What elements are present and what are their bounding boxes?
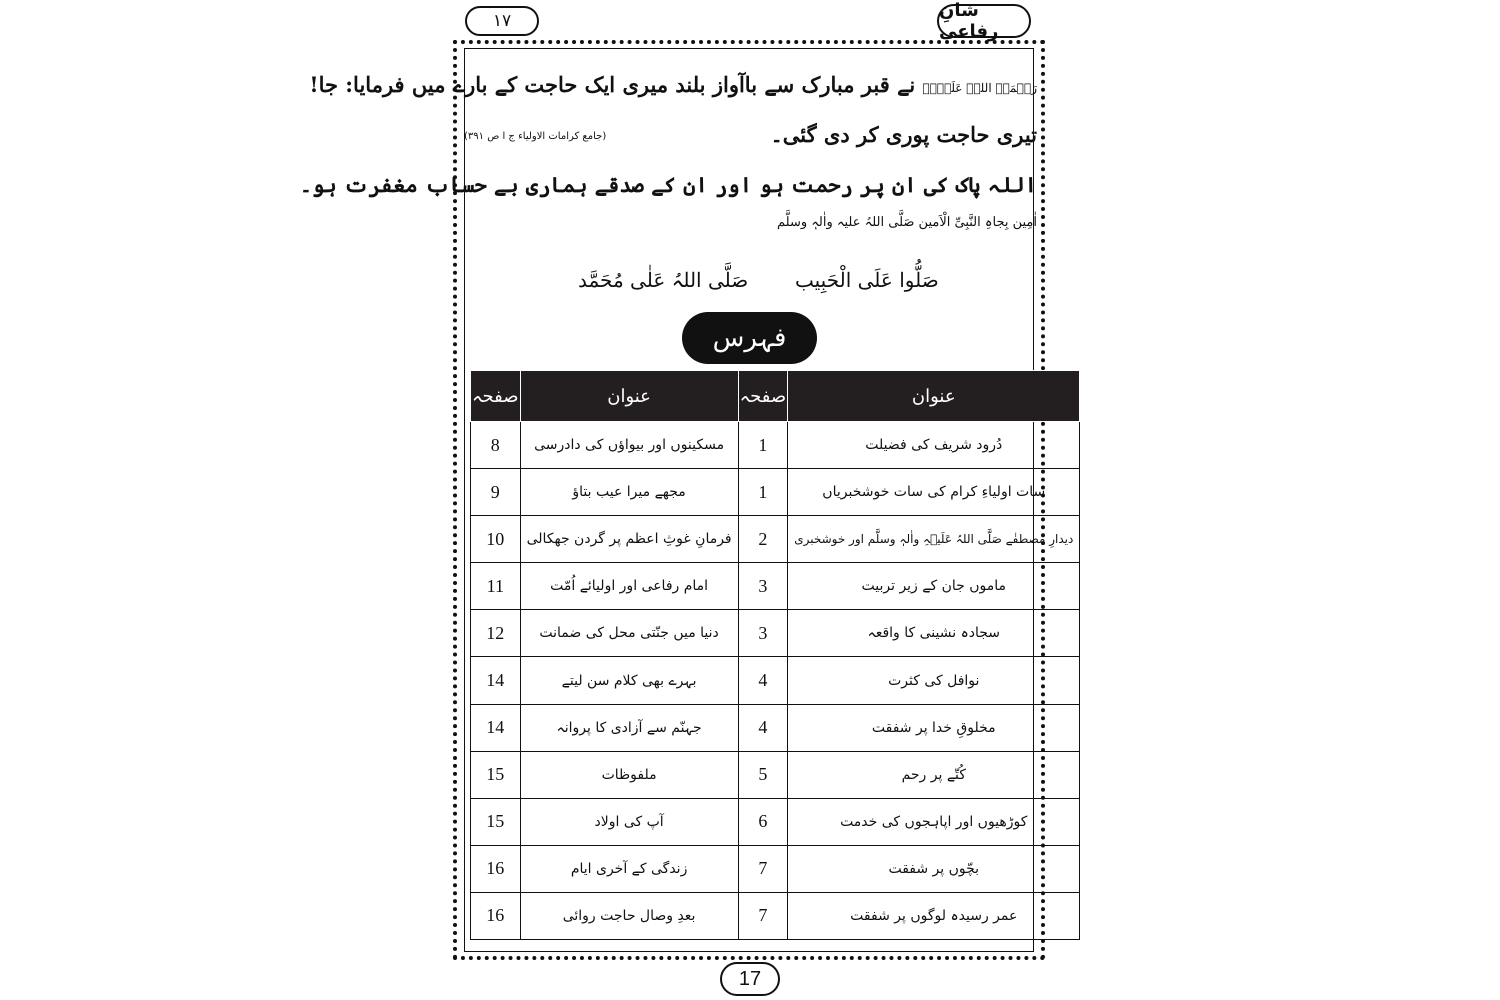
- entry-title: دنیا میں جنّتی محل کی ضمانت: [520, 610, 738, 657]
- index-header-row: [471, 371, 1080, 422]
- entry-title: کُتّے پر رحم: [788, 751, 1080, 798]
- body-line-2: تیری حاجت پوری کر دی گئی۔: [770, 122, 1037, 147]
- body-line-1-text: نے قبر مبارک سے باآواز بلند میری ایک حاجت کے بارے میں فرمایا: جا!: [309, 72, 916, 97]
- entry-title: دُرود شریف کی فضیلت: [788, 422, 1080, 469]
- blessing-right: صَلُّوا عَلَی الْحَبِیب: [795, 268, 939, 292]
- entry-title: جہنّم سے آزادی کا پروانہ: [520, 704, 738, 751]
- entry-page: 8: [471, 422, 521, 469]
- entry-title: زندگی کے آخری ایام: [520, 845, 738, 892]
- table-row: [471, 422, 1080, 469]
- entry-title: مجھے میرا عیب بتاؤ: [520, 469, 738, 516]
- entry-title: فرمانِ غوثِ اعظم پر گردن جھکالی: [520, 516, 738, 563]
- entry-page: 10: [471, 516, 521, 563]
- entry-page: 9: [471, 469, 521, 516]
- reference-citation: (جامع کرامات الاولیاء ج ا ص ۳۹۱): [464, 131, 607, 142]
- table-row: [471, 892, 1080, 939]
- entry-page: 1: [738, 469, 788, 516]
- entry-page: 15: [471, 751, 521, 798]
- table-row: [471, 563, 1080, 610]
- entry-page: 16: [471, 892, 521, 939]
- entry-page: 11: [471, 563, 521, 610]
- entry-page: 12: [471, 610, 521, 657]
- entry-title: سجادہ نشینی کا واقعہ: [788, 610, 1080, 657]
- entry-page: 15: [471, 798, 521, 845]
- honorific: رَحۡمَۃُ اللہِ عَلَیۡہِ: [922, 81, 1037, 95]
- entry-title: بہرے بھی کلام سن لیتے: [520, 657, 738, 704]
- entry-page: 6: [738, 798, 788, 845]
- entry-title: مخلوقِ خدا پر شفقت: [788, 704, 1080, 751]
- entry-page: 16: [471, 845, 521, 892]
- entry-page: 4: [738, 657, 788, 704]
- entry-page: 14: [471, 704, 521, 751]
- entry-page: 7: [738, 892, 788, 939]
- col-page-header: صفحہ: [738, 371, 788, 422]
- table-row: [471, 469, 1080, 516]
- entry-title: ماموں جان کے زیر تربیت: [788, 563, 1080, 610]
- table-row: [471, 845, 1080, 892]
- table-row: [471, 516, 1080, 563]
- header-page-number: ١٧: [465, 6, 539, 36]
- col-title-header: عنوان: [520, 371, 738, 422]
- entry-title: ملفوظات: [520, 751, 738, 798]
- table-row: [471, 751, 1080, 798]
- entry-title: دیدارِ مصطفٰے صَلَّی اللہُ عَلَیۡہِ واٰلہٖ وسلَّم اور خوشخبری: [788, 516, 1080, 563]
- body-line-3: اللہ پاک کی ان پر رحمت ہو اور ان کے صدقے ہماری بے حساب مغفرت ہو۔: [299, 172, 1037, 197]
- entry-page: 3: [738, 610, 788, 657]
- entry-title: آپ کی اولاد: [520, 798, 738, 845]
- col-page-header: صفحہ: [471, 371, 521, 422]
- table-row: [471, 657, 1080, 704]
- entry-page: 7: [738, 845, 788, 892]
- entry-page: 3: [738, 563, 788, 610]
- entry-page: 1: [738, 422, 788, 469]
- index-table: [470, 370, 1080, 940]
- book-page: [299, 0, 1074, 1000]
- index-title: فہرس: [682, 312, 817, 364]
- entry-page: 2: [738, 516, 788, 563]
- header-book-title: شانِ رفاعی: [937, 4, 1031, 38]
- entry-title: بعدِ وصال حاجت روائی: [520, 892, 738, 939]
- entry-title: سات اولیاءِ کرام کی سات خوشخبریاں: [788, 469, 1080, 516]
- entry-title: نوافل کی کثرت: [788, 657, 1080, 704]
- entry-page: 14: [471, 657, 521, 704]
- entry-title: بچّوں پر شفقت: [788, 845, 1080, 892]
- body-line-1: [309, 72, 1037, 97]
- table-row: [471, 798, 1080, 845]
- entry-page: 5: [738, 751, 788, 798]
- body-line-4-prayer: اٰمِین بِجاہِ النَّبِیِّ الْاَمین صَلَّی اللہُ علیہ واٰلہٖ وسلَّم: [777, 215, 1037, 230]
- entry-title: کوڑھیوں اور اپاہجوں کی خدمت: [788, 798, 1080, 845]
- table-row: [471, 704, 1080, 751]
- entry-title: امام رفاعی اور اولیائے اُمّت: [520, 563, 738, 610]
- table-row: [471, 610, 1080, 657]
- col-title-header: عنوان: [788, 371, 1080, 422]
- entry-title: عمر رسیدہ لوگوں پر شفقت: [788, 892, 1080, 939]
- entry-title: مسکینوں اور بیواؤں کی دادرسی: [520, 422, 738, 469]
- footer-page-number: 17: [720, 962, 780, 996]
- blessing-left: صَلَّی اللہُ عَلٰی مُحَمَّد: [578, 268, 749, 292]
- entry-page: 4: [738, 704, 788, 751]
